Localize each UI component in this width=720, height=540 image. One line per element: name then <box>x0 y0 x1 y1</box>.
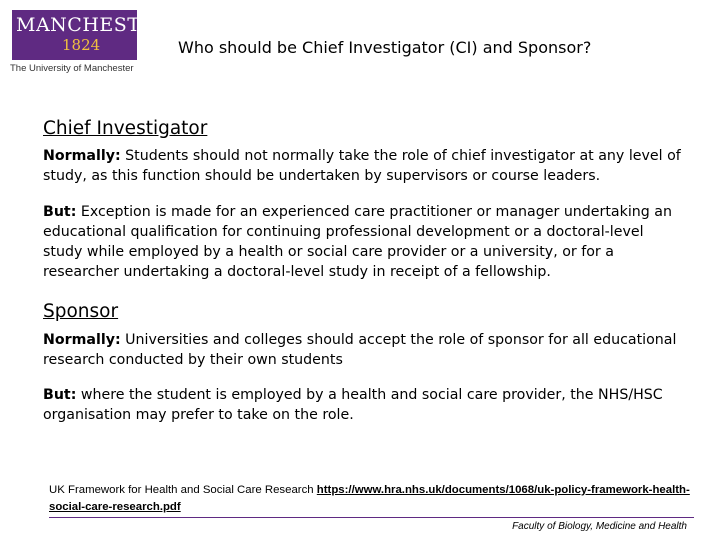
reference-text: UK Framework for Health and Social Care Research <box>49 484 317 496</box>
logo-year: 1824 <box>62 36 101 54</box>
sponsor-normally-lead: Normally: <box>43 331 121 348</box>
ci-normally-paragraph <box>43 147 683 187</box>
chief-investigator-heading: Chief Investigator <box>43 118 208 139</box>
ci-normally-text: Students should not normally take the role of chief investigator at any level of study, as this function should be undertaken by supervisors or course leaders. <box>43 148 681 185</box>
sponsor-but-text: where the student is employed by a health and social care provider, the NHS/HSC organisation may prefer to take on the role. <box>43 387 663 424</box>
sponsor-heading: Sponsor <box>43 301 119 323</box>
reference <box>49 482 709 515</box>
reference-link[interactable]: https://www.hra.nhs.uk/documents/1068/uk-policy-framework-health-social-care-research.pdf <box>49 484 690 513</box>
sponsor-but-paragraph <box>43 386 683 426</box>
logo-mark <box>12 10 170 60</box>
ci-normally-lead: Normally: <box>43 148 121 165</box>
footer-text: Faculty of Biology, Medicine and Health <box>512 521 687 532</box>
logo-university-text: The University of Manchester <box>10 63 134 74</box>
ci-but-lead: But: <box>43 203 77 220</box>
ci-but-paragraph <box>43 203 683 283</box>
ci-but-text: Exception is made for an experienced care practitioner or manager undertaking an educational qualification for continuing professional development or a doctoral-level study while employed by a health or social care provider or a university, or for a researcher undertaking a doctoral-level study in receipt of a fellowship. <box>43 203 672 280</box>
footer-divider <box>49 517 694 518</box>
sponsor-normally-paragraph <box>43 331 683 371</box>
sponsor-but-lead: But: <box>43 387 77 404</box>
logo-name: MANCHESTER <box>16 14 170 36</box>
page-title: Who should be Chief Investigator (CI) and Sponsor? <box>178 38 592 57</box>
university-logo <box>10 10 170 74</box>
main-content <box>43 118 683 442</box>
sponsor-normally-text: Universities and colleges should accept the role of sponsor for all educational research conducted by their own students <box>43 331 677 368</box>
